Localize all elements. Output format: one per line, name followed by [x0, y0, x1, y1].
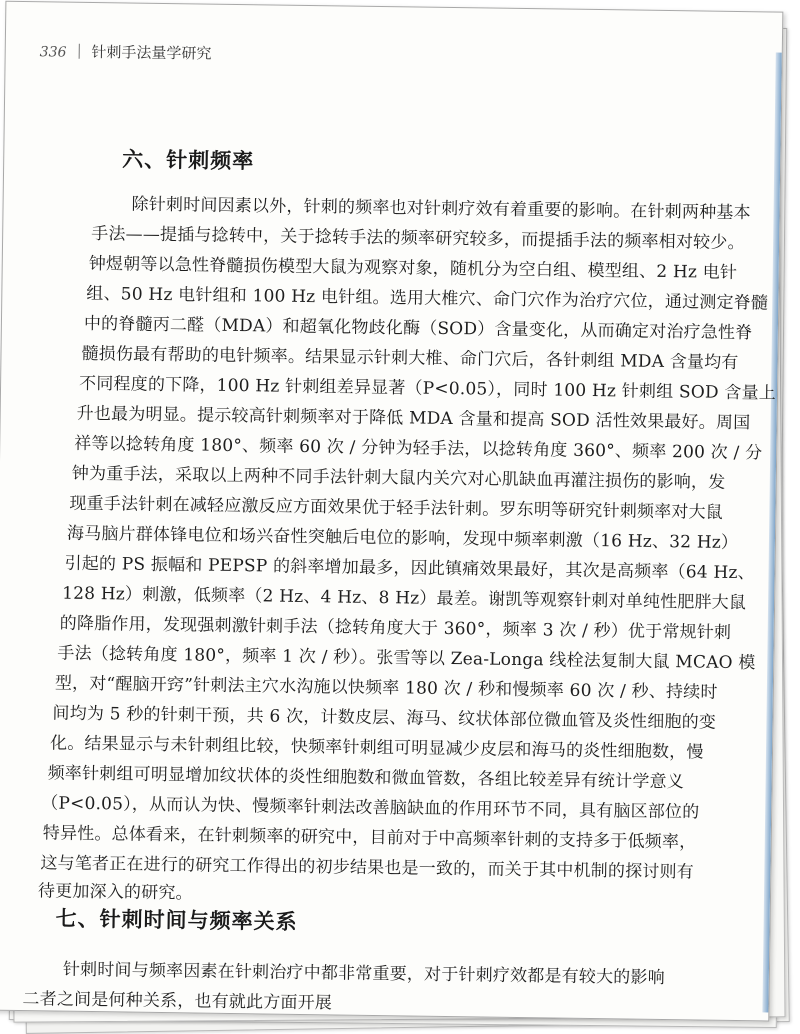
body-line: 手法（捻转角度 180°，频率 1 次 / 秒）。张雪等以 Zea-Longa 线栓法复制大鼠 MCAO 模	[57, 643, 756, 674]
body-line: 待更加深入的研究。	[37, 881, 193, 904]
running-head	[40, 40, 212, 63]
body-line: 二者之间是何种关系，也有就此方面开展	[22, 989, 333, 1014]
body-line: 针刺时间与频率因素在针刺治疗中都非常重要，对于针刺疗效都是有较大的影响	[62, 959, 665, 989]
body-line: 化。结果显示与未针刺组比较，快频率针刺组可明显减少皮层和海马的炎性细胞数，慢	[49, 733, 704, 763]
header-separator	[78, 44, 79, 59]
body-line: 这与笔者正在进行的研究工作得出的初步结果也是一致的，而关于其中机制的探讨则有	[40, 853, 695, 883]
body-line: 特异性。总体看来，在针刺频率的研究中，目前对于中高频率针刺的支持多于低频率，	[42, 823, 697, 853]
body-line: 组、50 Hz 电针组和 100 Hz 电针组。选用大椎穴、命门穴作为治疗穴位，通过测定脊髓	[86, 283, 769, 314]
body-line: 除针刺时间因素以外，针刺的频率也对针刺疗效有着重要的影响。在针刺两种基本	[131, 194, 751, 224]
body-line: 频率针刺组可明显增加纹状体的炎性细胞数和微血管数，各组比较差异有统计学意义	[47, 763, 685, 793]
body-line: 髓损伤最有帮助的电针频率。结果显示针刺大椎、命门穴后，各针刺组 MDA 含量均有	[81, 343, 739, 374]
body-line: 中的脊髓丙二醛（MDA）和超氧化物歧化酶（SOD）含量变化，从而确定对治疗急性脊	[83, 313, 753, 344]
body-line: 型，对“醒脑开窍”针刺法主穴水沟施以快频率 180 次 / 秒和慢频率 60 次 / 秒、持续时	[54, 673, 718, 703]
body-line: 不同程度的下降，100 Hz 针刺组差异显著（P<0.05），同时 100 Hz 针刺组 SOD 含量上	[78, 373, 777, 404]
body-line: （P<0.05），从而认为快、慢频率针刺法改善脑缺血的作用环节不同，具有脑区部位的	[41, 793, 700, 823]
body-line: 升也最为明显。提示较高针刺频率对于降低 MDA 含量和提高 SOD 活性效果最好。周国	[76, 403, 751, 434]
body-line: 手法——提插与捻转中，关于捻转手法的频率研究较多，而提插手法的频率相对较少。	[91, 223, 745, 254]
body-line: 钟煜朝等以急性脊髓损伤模型大鼠为观察对象，随机分为空白组、模型组、2 Hz 电针	[88, 253, 738, 283]
section-7-title: 七、针刺时间与频率关系	[55, 906, 298, 934]
body-line: 引起的 PS 振幅和 PEPSP 的斜率增加最多，因此镇痛效果最好，其次是高频率（64 Hz、	[64, 553, 755, 584]
page-number: 336	[39, 44, 67, 61]
book-page	[0, 1, 783, 1022]
section-6-title: 六、针刺频率	[122, 147, 255, 174]
body-line: 钟为重手法，采取以上两种不同手法针刺大鼠内关穴对心肌缺血再灌注损伤的影响，发	[71, 463, 726, 493]
body-line: 祥等以捻转角度 180°、频率 60 次 / 分钟为轻手法，以捻转角度 360°、频率 200 次 / 分	[74, 433, 763, 464]
body-line: 间均为 5 秒的针刺干预，共 6 次，计数皮层、海马、纹状体部位微血管及炎性细胞的变	[52, 703, 717, 733]
body-line: 海马脑片群体锋电位和场兴奋性突触后电位的影响，发现中频率刺激（16 Hz、32 Hz）	[66, 523, 739, 554]
body-line: 128 Hz）刺激，低频率（2 Hz、4 Hz、8 Hz）最差。谢凯等观察针刺对单纯性肥胖大鼠	[62, 583, 747, 614]
body-line: 现重手法针刺在减轻应激反应方面效果优于轻手法针刺。罗东明等研究针刺频率对大鼠	[69, 493, 724, 523]
body-line: 的降脂作用，发现强刺激针刺手法（捻转角度大于 360°，频率 3 次 / 秒）优于常规针刺	[59, 613, 732, 643]
book-title: 针刺手法量学研究	[91, 42, 212, 63]
